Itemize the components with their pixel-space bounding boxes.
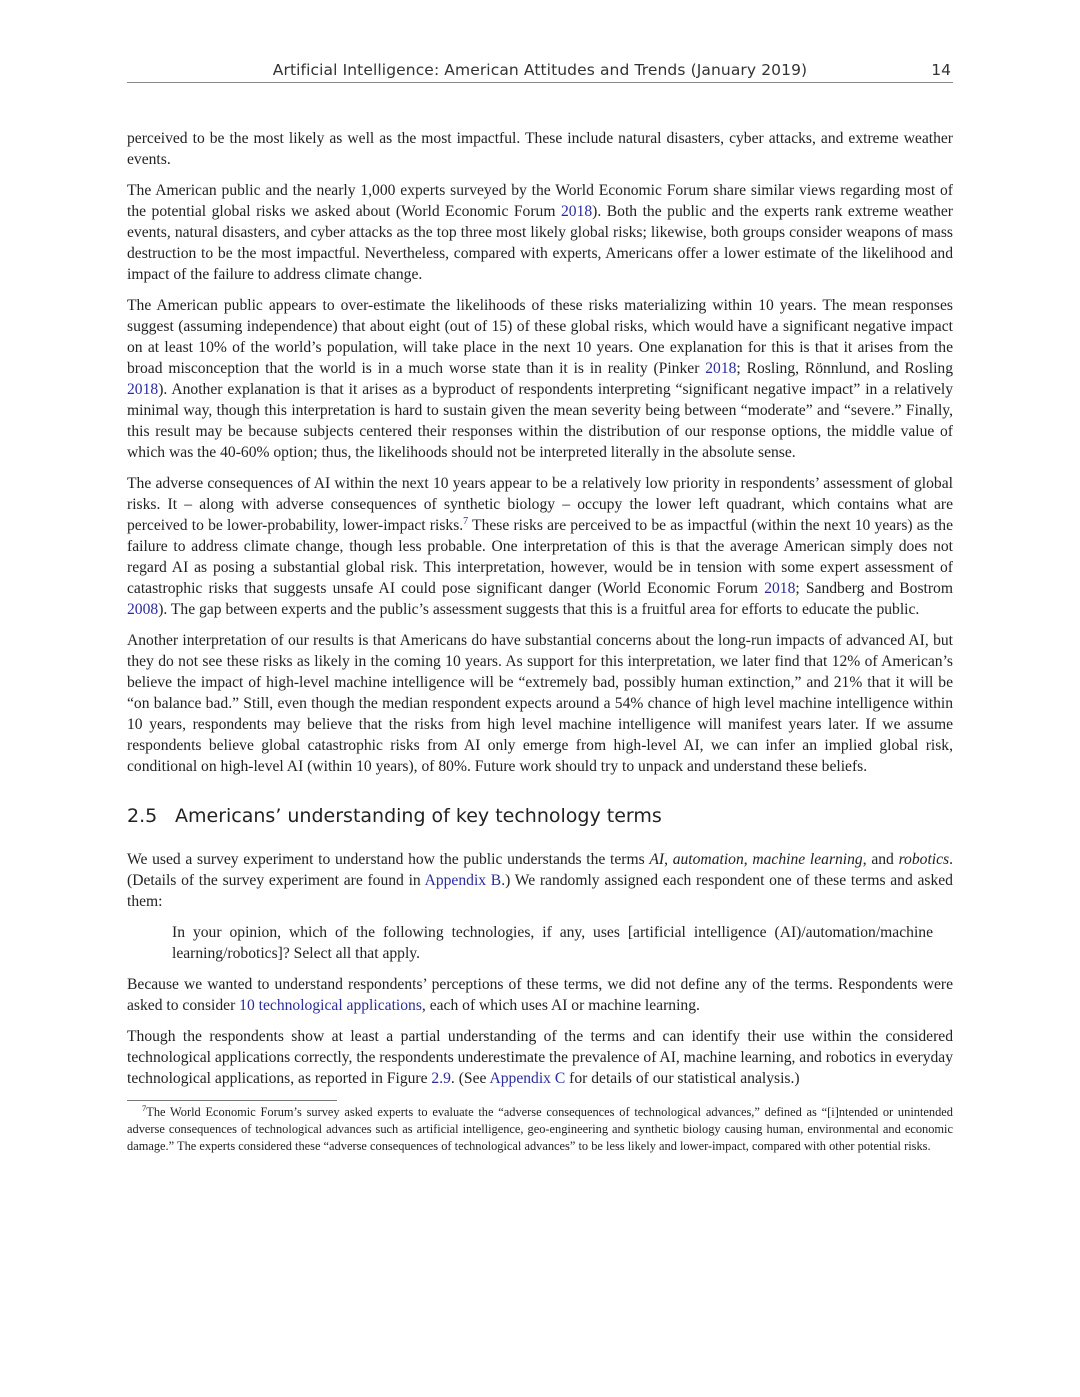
figure-link[interactable]: 2.9 xyxy=(431,1070,451,1087)
text-span: . (Details of the survey experiment are found in xyxy=(127,851,954,889)
running-header xyxy=(127,58,953,82)
text-span: Because we wanted to understand respondents’ perceptions of these terms, we did not define any of the terms. Respondents were asked to consider xyxy=(127,976,953,1014)
term-automation: automation xyxy=(672,851,744,868)
header-rule xyxy=(127,82,953,83)
paragraph-continuation: perceived to be the most likely as well as the most impactful. These include natural disasters, cyber attacks, and extreme weather events. xyxy=(127,130,953,168)
document-page xyxy=(127,58,953,1155)
text-span: for details of our statistical analysis.) xyxy=(565,1070,800,1087)
text-span: Though the respondents show at least a partial understanding of the terms and can identify their use within the considered technological applications correctly, the respondents underestimate the prevalence of AI, machine learning, and robotics in everyday technological applications, as reported in Figure xyxy=(127,1028,954,1087)
survey-question-quote: In your opinion, which of the following technologies, if any, uses [artificial intelligence (AI)/automation/machine learning/robotics]? Select all that apply. xyxy=(172,924,933,962)
appendix-b-link[interactable]: Appendix B xyxy=(424,872,502,889)
section-number: 2.5 xyxy=(127,805,158,827)
term-machine-learning: machine learning xyxy=(752,851,863,868)
footnote-text: The World Economic Forum’s survey asked experts to evaluate the “adverse consequences of technological advances,” defined as “[i]ntended or unintended adverse consequences of technological advances such as artificial intelligence, geo-engineering and synthetic biology causing human, environmental and economic damage.” The experts considered these “adverse consequences of technological advances” to be less likely and lower-impact, compared with other potential risks. xyxy=(127,1105,953,1153)
appendix-c-link[interactable]: Appendix C xyxy=(489,1070,566,1087)
term-ai: AI xyxy=(649,851,665,868)
footnote-ref[interactable]: 7 xyxy=(463,516,469,527)
paragraph-undefined-terms xyxy=(127,974,953,1016)
text-span: The adverse consequences of AI within the next 10 years appear to be a relatively low priority in respondents’ assessment of global risks. It – along with adverse consequences of synthetic biology – occupy the lower left quadrant, which contains what are perceived to be lower-probability, lower-impact risks. xyxy=(127,475,953,534)
footnote-mark: 7 xyxy=(142,1103,147,1113)
citation-link[interactable]: 2018 xyxy=(705,360,737,377)
paragraph-overestimate xyxy=(127,295,953,463)
running-title: Artificial Intelligence: American Attitudes and Trends (January 2019) xyxy=(272,61,808,79)
applications-link[interactable]: 10 technological applications xyxy=(239,997,422,1014)
section-title: Americans’ understanding of key technology terms xyxy=(175,805,662,827)
text-span: ). Another explanation is that it arises as a byproduct of respondents interpreting “significant negative impact” in a relatively minimal way, though this interpretation is hard to sustain given the mean severity being between “moderate” and “severe.” Finally, this result may be because subjects centered their responses within the distribution of our response options, the middle value of which was the 40-60% option; thus, the likelihoods should not be interpreted literally in the absolute sense. xyxy=(127,381,953,461)
text-span: We used a survey experiment to understand how the public understands the terms xyxy=(127,851,650,868)
text-span: , xyxy=(664,851,673,868)
text-span: . (See xyxy=(450,1070,490,1087)
paragraph-survey-experiment xyxy=(127,849,953,912)
paragraph-experts-comparison xyxy=(127,180,953,285)
paragraph-underestimate xyxy=(127,1026,953,1089)
page-number: 14 xyxy=(931,61,951,79)
text-span: , each of which uses AI or machine learning. xyxy=(421,997,700,1014)
text-span: ; Rosling, Rönnlund, and Rosling xyxy=(736,360,953,377)
citation-link[interactable]: 2018 xyxy=(127,381,159,398)
text-span: ; Sandberg and Bostrom xyxy=(795,580,953,597)
body-text xyxy=(127,128,953,1089)
text-span: The American public appears to over-estimate the likelihoods of these risks materializing within 10 years. The mean responses suggest (assuming independence) that about eight (out of 15) of these global risks, which would have a significant negative impact on at least 10% of the world’s population, will take place in the next 10 years. One explanation for this is that it arises from the broad misconception that the world is in a much worse state than it is in reality (Pinker xyxy=(127,297,953,377)
text-span: , xyxy=(743,851,753,868)
text-span: ). Both the public and the experts rank extreme weather events, natural disasters, and cyber attacks as the top three most likely global risks; likewise, both groups consider weapons of mass destruction to be the most impactful. Nevertheless, compared with experts, Americans offer a lower estimate of the likelihood and impact of the failure to address climate change. xyxy=(127,203,953,283)
footnote-rule xyxy=(127,1100,337,1101)
text-span: ). The gap between experts and the public’s assessment suggests that this is a fruitful area for efforts to educate the public. xyxy=(158,601,920,618)
citation-link[interactable]: 2018 xyxy=(560,203,593,220)
text-span: .) We randomly assigned each respondent one of these terms and asked them: xyxy=(127,872,953,910)
paragraph-ai-low-priority xyxy=(127,473,953,620)
paragraph-another-interpretation: Another interpretation of our results is that Americans do have substantial concerns about the long-run impacts of advanced AI, but they do not see these risks as likely in the coming 10 years. As support for this interpretation, we later find that 12% of American’s believe the impact of high-level machine intelligence will be “extremely bad, possibly human extinction,” and 21% that it will be “on balance bad.” Still, even though the median respondent expects around a 54% chance of high level machine intelligence within 10 years, respondents may believe that the risks from high level machine intelligence will manifest years later. If we assume respondents believe global catastrophic risks from AI only emerge from high-level AI, we can infer an implied global risk, conditional on high-level AI (within 10 years), of 80%. Future work should try to unpack and understand these beliefs. xyxy=(127,632,953,775)
text-span: , and xyxy=(862,851,899,868)
text-span: The American public and the nearly 1,000 experts surveyed by the World Economic Forum share similar views regarding most of the potential global risks we asked about (World Economic Forum xyxy=(127,182,953,220)
section-heading xyxy=(127,806,953,827)
text-span: These risks are perceived to be as impactful (within the next 10 years) as the failure to address climate change, though less probable. One interpretation of this is that the average American simply does not regard AI as posing a substantial global risk. This interpretation, however, would be in tension with some expert assessment of catastrophic risks that suggests unsafe AI could pose significant danger (World Economic Forum xyxy=(127,517,953,597)
citation-link[interactable]: 2008 xyxy=(127,601,159,618)
footnote xyxy=(127,1104,953,1155)
term-robotics: robotics xyxy=(898,851,950,868)
citation-link[interactable]: 2018 xyxy=(764,580,796,597)
